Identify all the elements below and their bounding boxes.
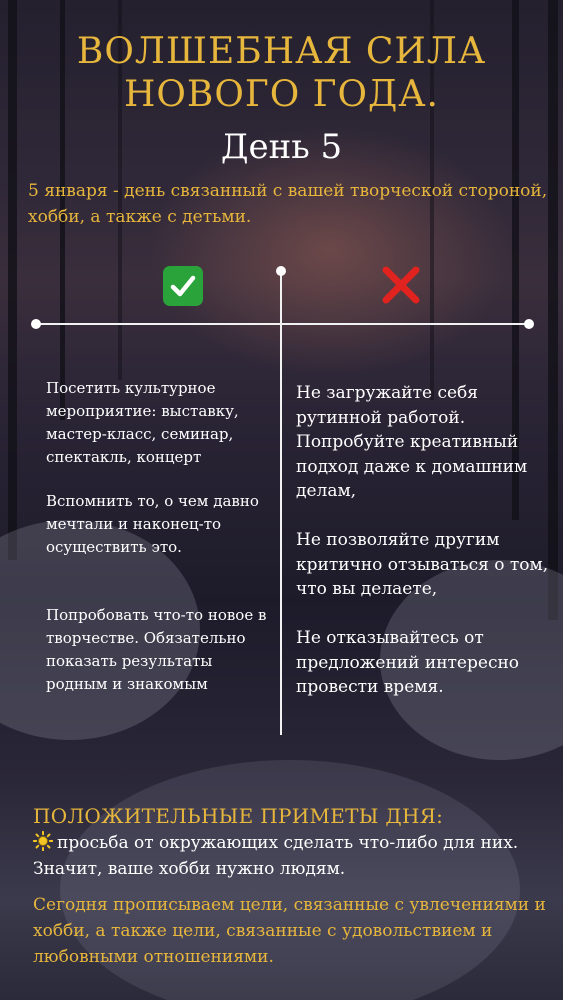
omens-text: просьба от окружающих сделать что-либо для них. Значит, ваше хобби нужно людям. <box>33 833 519 879</box>
sun-icon <box>33 831 53 851</box>
omens-text-block <box>33 830 553 882</box>
do-item: Вспомнить то, о чем давно мечтали и наконец-то осуществить это. <box>46 492 259 556</box>
divider-dot <box>276 266 286 276</box>
cross-mark-icon <box>378 262 424 308</box>
check-mark-icon <box>163 266 203 306</box>
intro-text: 5 января - день связанный с вашей творческой стороной, хобби, а также с детьми. <box>28 181 548 227</box>
dont-item: Не загружайте себя рутинной работой. Попробуйте креативный подход даже к домашним делам, <box>296 383 528 501</box>
dont-item: Не отказывайтесь от предложений интересно провести время. <box>296 628 520 697</box>
do-item: Посетить культурное мероприятие: выставку, мастер-класс, семинар, спектакль, концерт <box>46 379 239 466</box>
vertical-divider <box>280 270 282 735</box>
horizontal-divider <box>36 323 529 325</box>
divider-dot <box>31 319 41 329</box>
divider-dot <box>524 319 534 329</box>
day-label: День 5 <box>220 127 343 167</box>
title-line-1: ВОЛШЕБНАЯ СИЛА <box>76 31 487 72</box>
dont-item: Не позволяйте другим критично отзываться о том, что вы делаете, <box>296 530 549 599</box>
title-line-2: НОВОГО ГОДА. <box>124 74 439 115</box>
goals-text: Сегодня прописываем цели, связанные с увлечениями и хобби, а также цели, связанные с удовольствием и любовными отношениями. <box>33 895 546 967</box>
do-item: Попробовать что-то новое в творчестве. Обязательно показать результаты родным и знакомым <box>46 606 267 693</box>
omens-title: ПОЛОЖИТЕЛЬНЫЕ ПРИМЕТЫ ДНЯ: <box>33 804 444 828</box>
